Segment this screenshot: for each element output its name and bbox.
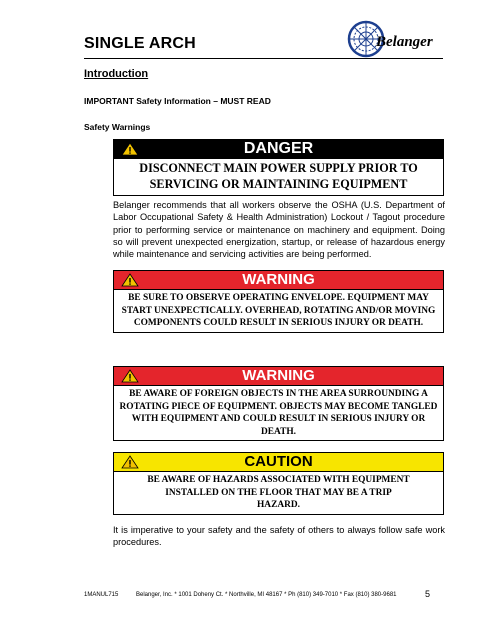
caution-signal-word: CAUTION bbox=[244, 453, 313, 470]
introduction-heading: Introduction bbox=[84, 68, 149, 80]
footer-document-id: 1MANUL715 bbox=[84, 592, 119, 598]
warning-signal-word: WARNING bbox=[242, 367, 315, 384]
document-title: SINGLE ARCH bbox=[84, 35, 196, 52]
warning-sign-text: BE SURE TO OBSERVE OPERATING ENVELOPE. EQUIPMENT MAY START UNEXPECTICALLY. OVERHEAD, ROTATING AND/OR MOVING COMPONENTS COULD RESULT IN SERIOUS INJURY OR DEATH. bbox=[121, 293, 436, 329]
danger-sign-text: DISCONNECT MAIN POWER SUPPLY PRIOR TO SERVICING OR MAINTAINING EQUIPMENT bbox=[139, 161, 418, 191]
caution-sign-text: BE AWARE OF HAZARDS ASSOCIATED WITH EQUIPMENT INSTALLED ON THE FLOOR THAT MAY BE A TRIP HAZARD. bbox=[147, 475, 410, 511]
footer-address: Belanger, Inc. * 1001 Doheny Ct. * Northville, MI 48167 * Ph (810) 349-7010 * Fax (810) 380-9681 bbox=[136, 592, 397, 598]
logo-text: Belanger bbox=[376, 34, 433, 50]
header-rule bbox=[84, 58, 443, 59]
closing-paragraph: It is imperative to your safety and the safety of others to always follow safe work procedures. bbox=[113, 525, 445, 548]
safety-warnings-heading: Safety Warnings bbox=[84, 122, 151, 132]
important-safety-line: IMPORTANT Safety Information – MUST READ bbox=[84, 96, 271, 106]
belanger-logo bbox=[340, 19, 444, 59]
warning-sign-header bbox=[114, 271, 443, 290]
warning-sign-foreign-objects bbox=[113, 366, 444, 441]
danger-sign-header bbox=[114, 140, 443, 159]
caution-sign-header bbox=[114, 453, 443, 472]
warning-sign-text: BE AWARE OF FOREIGN OBJECTS IN THE AREA SURROUNDING A ROTATING PIECE OF EQUIPMENT. OBJECTS MAY BECOME TANGLED WITH EQUIPMENT AND COULD RESULT IN SERIOUS INJURY OR DEATH. bbox=[119, 389, 438, 437]
danger-signal-word: DANGER bbox=[243, 140, 314, 157]
danger-sign bbox=[113, 139, 444, 196]
warning-sign-header bbox=[114, 367, 443, 386]
caution-sign bbox=[113, 452, 444, 515]
page-number: 5 bbox=[425, 589, 431, 599]
lockout-tagout-paragraph: Belanger recommends that all workers observe the OSHA (U.S. Department of Labor Occupational Safety & Health Administration) Lockout / Tagout procedure prior to performing service or maintenance on machinery and equipment. Doing so will prevent unexpected energization, startup, or release of hazardous energy while maintenance and servicing activities are being performed. bbox=[113, 200, 445, 260]
warning-sign-operating-envelope bbox=[113, 270, 444, 333]
warning-signal-word: WARNING bbox=[242, 271, 315, 288]
